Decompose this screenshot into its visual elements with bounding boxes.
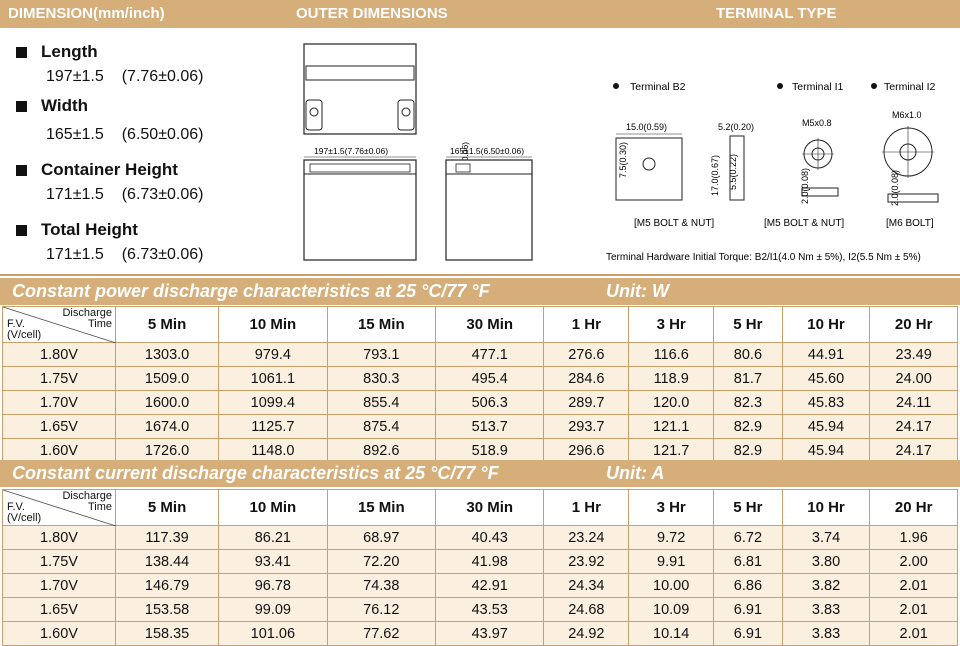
table-cell: 24.17 — [870, 415, 958, 439]
table-row — [3, 367, 958, 391]
table-cell: 1509.0 — [116, 367, 219, 391]
table-cell: 1125.7 — [219, 415, 327, 439]
table-cell: 1303.0 — [116, 343, 219, 367]
table-cell: 76.12 — [327, 598, 435, 622]
corner-discharge: Discharge — [62, 307, 112, 319]
i2-height-dim: 2.0(0.08) — [890, 169, 900, 206]
table-cell: 6.86 — [714, 574, 783, 598]
row-voltage-cell: 1.75V — [3, 550, 116, 574]
power-table — [2, 306, 958, 463]
terminal-i1-label: Terminal I1 — [792, 81, 844, 93]
table-cell: 41.98 — [436, 550, 544, 574]
outer-dimensions-heading: OUTER DIMENSIONS — [296, 5, 448, 22]
b2-height-dim: 7.5(0.30) — [618, 141, 628, 178]
bullet-icon — [16, 101, 27, 112]
table-cell: 6.72 — [714, 526, 783, 550]
column-header: 5 Min — [116, 490, 219, 526]
column-header: 10 Hr — [782, 307, 870, 343]
table-cell: 153.58 — [116, 598, 219, 622]
table-cell: 43.97 — [436, 622, 544, 646]
table-cell: 6.91 — [714, 622, 783, 646]
width-dimension-label: 165±1.5(6.50±0.06) — [450, 146, 525, 156]
table-cell: 2.01 — [870, 622, 958, 646]
table-cell: 276.6 — [544, 343, 629, 367]
row-voltage-cell: 1.65V — [3, 598, 116, 622]
dim-label: Length — [41, 42, 98, 61]
table-row — [3, 598, 958, 622]
column-header: 10 Hr — [782, 490, 870, 526]
dim-label: Width — [41, 96, 89, 115]
table-cell: 72.20 — [327, 550, 435, 574]
column-header: 10 Min — [219, 307, 327, 343]
table-cell: 2.00 — [870, 550, 958, 574]
row-voltage-cell: 1.60V — [3, 439, 116, 463]
table-cell: 10.00 — [629, 574, 714, 598]
corner-cell: (V/cell) — [7, 512, 42, 524]
table-cell: 82.9 — [714, 415, 783, 439]
table-cell: 1600.0 — [116, 391, 219, 415]
table-cell: 1099.4 — [219, 391, 327, 415]
table-cell: 1148.0 — [219, 439, 327, 463]
table-cell: 101.06 — [219, 622, 327, 646]
column-header: 5 Hr — [714, 490, 783, 526]
table-cell: 6.81 — [714, 550, 783, 574]
table-cell: 45.94 — [782, 439, 870, 463]
column-header: 20 Hr — [870, 490, 958, 526]
header-bar — [0, 0, 960, 28]
dim-container-height — [16, 160, 221, 204]
table-cell: 121.7 — [629, 439, 714, 463]
table-cell: 45.83 — [782, 391, 870, 415]
corner-time: Time — [87, 501, 112, 513]
table-cell: 146.79 — [116, 574, 219, 598]
table-cell: 24.92 — [544, 622, 629, 646]
torque-note: Terminal Hardware Initial Torque: B2/I1(4.0 Nm ± 5%), I2(5.5 Nm ± 5%) — [606, 252, 921, 263]
terminal-type-drawing — [596, 28, 956, 276]
dim-width — [16, 96, 221, 144]
table-row — [3, 343, 958, 367]
table-cell: 82.3 — [714, 391, 783, 415]
dim-mm: 165±1.5 — [46, 126, 104, 143]
table-row — [3, 526, 958, 550]
table-cell: 875.4 — [327, 415, 435, 439]
table-cell: 23.92 — [544, 550, 629, 574]
table-cell: 117.39 — [116, 526, 219, 550]
table-cell: 1.96 — [870, 526, 958, 550]
table-cell: 120.0 — [629, 391, 714, 415]
i1-bolt-size: M5x0.8 — [802, 118, 832, 128]
table-cell: 24.68 — [544, 598, 629, 622]
table-cell: 138.44 — [116, 550, 219, 574]
outer-dimensions-drawing — [296, 28, 536, 276]
table-cell: 830.3 — [327, 367, 435, 391]
dim-mm: 171±1.5 — [46, 186, 104, 203]
table-cell: 3.80 — [782, 550, 870, 574]
column-header: 1 Hr — [544, 307, 629, 343]
table-cell: 9.72 — [629, 526, 714, 550]
table-cell: 296.6 — [544, 439, 629, 463]
i1-height-dim: 2.0(0.08) — [800, 167, 810, 204]
column-header: 20 Hr — [870, 307, 958, 343]
table-cell: 45.60 — [782, 367, 870, 391]
length-dimension-label: 197±1.5(7.76±0.06) — [314, 146, 389, 156]
dim-mm: 171±1.5 — [46, 246, 104, 263]
b2-note: [M5 BOLT & NUT] — [634, 218, 715, 229]
table-cell: 86.21 — [219, 526, 327, 550]
table-cell: 81.7 — [714, 367, 783, 391]
table-cell: 3.82 — [782, 574, 870, 598]
column-header: 3 Hr — [629, 307, 714, 343]
bullet-icon — [16, 225, 27, 236]
column-header: 30 Min — [436, 307, 544, 343]
table-cell: 3.83 — [782, 622, 870, 646]
power-table-band — [0, 278, 960, 305]
row-voltage-cell: 1.60V — [3, 622, 116, 646]
bullet-icon — [16, 165, 27, 176]
table-cell: 24.34 — [544, 574, 629, 598]
dim-label: Container Height — [41, 160, 178, 179]
table-cell: 6.91 — [714, 598, 783, 622]
table-cell: 2.01 — [870, 598, 958, 622]
table-cell: 495.4 — [436, 367, 544, 391]
b2-thickness-dim: 5.2(0.20) — [718, 122, 755, 132]
table-cell: 293.7 — [544, 415, 629, 439]
table-cell: 3.74 — [782, 526, 870, 550]
table-corner-cell — [3, 490, 116, 526]
table-cell: 1726.0 — [116, 439, 219, 463]
column-header: 10 Min — [219, 490, 327, 526]
b2-hole-height-dim: 5.5(0.22) — [728, 153, 738, 190]
dim-inch: (6.73±0.06) — [121, 186, 204, 203]
table-cell: 10.14 — [629, 622, 714, 646]
table-row — [3, 415, 958, 439]
current-table-title: Constant current discharge characteristics at 25 °C/77 °F — [12, 463, 499, 483]
table-cell: 45.94 — [782, 415, 870, 439]
corner-discharge: Discharge — [62, 490, 112, 502]
table-cell: 513.7 — [436, 415, 544, 439]
dim-inch: (6.73±0.06) — [121, 246, 204, 263]
row-voltage-cell: 1.80V — [3, 343, 116, 367]
table-cell: 3.83 — [782, 598, 870, 622]
table-cell: 10.09 — [629, 598, 714, 622]
table-cell: 77.62 — [327, 622, 435, 646]
bullet-icon — [16, 47, 27, 58]
power-table-title: Constant power discharge characteristics at 25 °C/77 °F — [12, 281, 490, 301]
corner-cell: (V/cell) — [7, 329, 42, 341]
table-cell: 855.4 — [327, 391, 435, 415]
table-cell: 121.1 — [629, 415, 714, 439]
table-cell: 99.09 — [219, 598, 327, 622]
table-cell: 1674.0 — [116, 415, 219, 439]
table-cell: 9.91 — [629, 550, 714, 574]
table-cell: 44.91 — [782, 343, 870, 367]
table-cell: 93.41 — [219, 550, 327, 574]
b2-total-height-dim: 17.0(0.67) — [710, 154, 720, 196]
table-cell: 80.6 — [714, 343, 783, 367]
table-cell: 43.53 — [436, 598, 544, 622]
table-cell: 158.35 — [116, 622, 219, 646]
corner-fv: F.V. — [7, 501, 25, 513]
table-cell: 118.9 — [629, 367, 714, 391]
table-cell: 506.3 — [436, 391, 544, 415]
row-voltage-cell: 1.75V — [3, 367, 116, 391]
i2-note: [M6 BOLT] — [886, 218, 934, 229]
column-header: 3 Hr — [629, 490, 714, 526]
table-cell: 116.6 — [629, 343, 714, 367]
table-row — [3, 391, 958, 415]
column-header: 30 Min — [436, 490, 544, 526]
table-cell: 518.9 — [436, 439, 544, 463]
column-header: 5 Min — [116, 307, 219, 343]
table-header-row — [3, 307, 958, 343]
column-header: 15 Min — [327, 307, 435, 343]
terminal-b2-label: Terminal B2 — [630, 81, 686, 93]
table-corner-cell — [3, 307, 116, 343]
table-cell: 24.00 — [870, 367, 958, 391]
dim-length — [16, 42, 221, 86]
dimension-heading: DIMENSION(mm/inch) — [8, 5, 165, 22]
current-table — [2, 489, 958, 646]
corner-time: Time — [87, 318, 112, 330]
dim-total-height — [16, 220, 221, 264]
corner-fv: F.V. — [7, 318, 25, 330]
table-cell: 68.97 — [327, 526, 435, 550]
table-cell: 24.17 — [870, 439, 958, 463]
terminal-i2-label: Terminal I2 — [884, 81, 936, 93]
table-cell: 23.24 — [544, 526, 629, 550]
table-cell: 892.6 — [327, 439, 435, 463]
table-header-row — [3, 490, 958, 526]
table-cell: 284.6 — [544, 367, 629, 391]
column-header: 5 Hr — [714, 307, 783, 343]
table-row — [3, 550, 958, 574]
table-cell: 793.1 — [327, 343, 435, 367]
column-header: 15 Min — [327, 490, 435, 526]
table-cell: 42.91 — [436, 574, 544, 598]
column-header: 1 Hr — [544, 490, 629, 526]
b2-width-dim: 15.0(0.59) — [626, 122, 668, 132]
i2-bolt-size: M6x1.0 — [892, 110, 922, 120]
row-voltage-cell: 1.65V — [3, 415, 116, 439]
power-table-unit: Unit: W — [606, 281, 669, 301]
row-voltage-cell: 1.70V — [3, 391, 116, 415]
table-cell: 40.43 — [436, 526, 544, 550]
row-voltage-cell: 1.80V — [3, 526, 116, 550]
table-cell: 82.9 — [714, 439, 783, 463]
table-cell: 23.49 — [870, 343, 958, 367]
table-cell: 96.78 — [219, 574, 327, 598]
terminal-type-heading: TERMINAL TYPE — [716, 5, 837, 22]
dim-inch: (7.76±0.06) — [121, 68, 204, 85]
dim-mm: 197±1.5 — [46, 68, 104, 85]
i1-note: [M5 BOLT & NUT] — [764, 218, 845, 229]
table-cell: 24.11 — [870, 391, 958, 415]
dim-inch: (6.50±0.06) — [121, 126, 204, 143]
dim-label: Total Height — [41, 220, 138, 239]
table-row — [3, 574, 958, 598]
dimensions-section — [0, 28, 960, 276]
row-voltage-cell: 1.70V — [3, 574, 116, 598]
current-table-unit: Unit: A — [606, 463, 665, 483]
table-cell: 477.1 — [436, 343, 544, 367]
table-cell: 2.01 — [870, 574, 958, 598]
table-cell: 1061.1 — [219, 367, 327, 391]
table-cell: 74.38 — [327, 574, 435, 598]
table-cell: 979.4 — [219, 343, 327, 367]
current-table-band — [0, 460, 960, 487]
table-cell: 289.7 — [544, 391, 629, 415]
table-row — [3, 439, 958, 463]
